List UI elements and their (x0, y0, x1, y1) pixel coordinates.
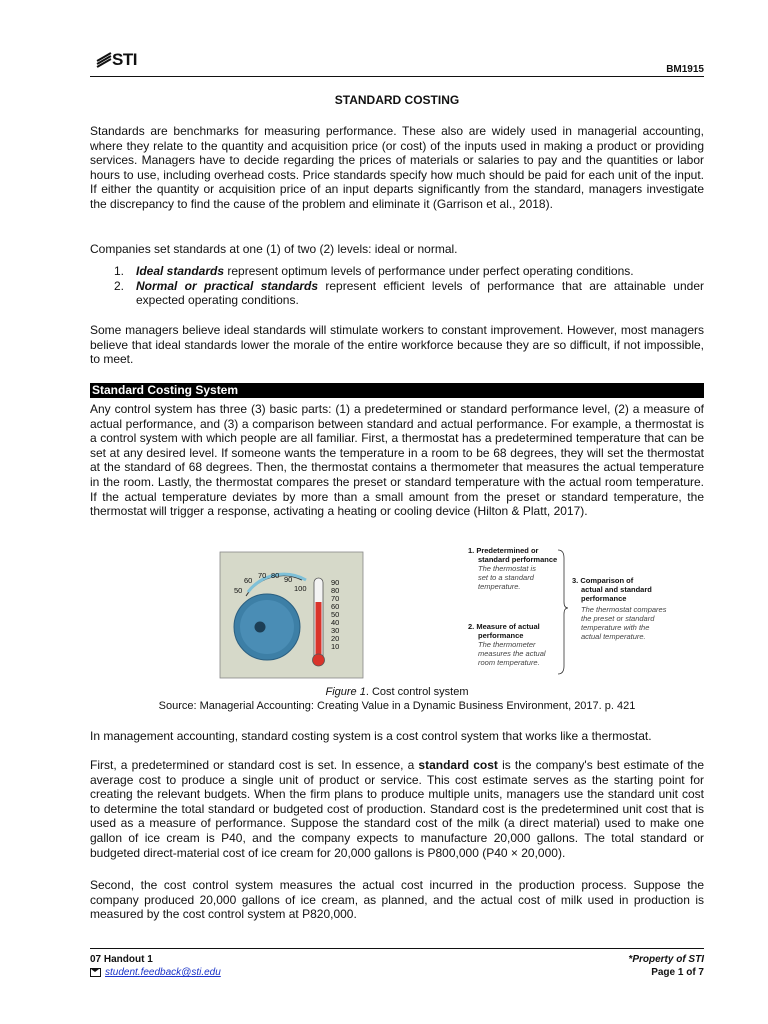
sti-logo (96, 50, 137, 70)
page-footer (90, 948, 704, 978)
svg-text:temperature.: temperature. (478, 582, 521, 591)
svg-text:20: 20 (331, 634, 340, 643)
figure-caption-label: Figure 1 (325, 686, 366, 698)
feedback-email-link[interactable]: student.feedback@sti.edu (105, 967, 221, 978)
thermostat-diagram (220, 544, 667, 678)
page-header (90, 48, 704, 77)
figure-source: Source: Managerial Accounting: Creating Value in a Dynamic Business Environment, 2017. p. 421 (158, 699, 636, 712)
page-number: Page 1 of 7 (651, 967, 704, 978)
document-page (90, 0, 704, 1024)
figure-caption-text: . Cost control system (365, 686, 469, 698)
svg-text:1. Predetermined or: 1. Predetermined or (468, 546, 539, 555)
document-code: BM1915 (666, 64, 704, 75)
dial-tick-label: 60 (244, 576, 253, 585)
term-standard-cost: standard cost (418, 758, 498, 772)
svg-text:standard performance: standard performance (478, 555, 558, 564)
dial-tick-label: 90 (284, 575, 293, 584)
thermostat-figure (220, 544, 667, 678)
svg-text:The thermometer: The thermometer (478, 640, 536, 649)
list-item: 2. Normal or practical standards represent efficient levels of performance that are attainable under expected operating conditions. (114, 278, 704, 308)
comparison-bracket (558, 550, 568, 674)
dial-tick-label: 100 (294, 584, 307, 593)
svg-text:30: 30 (331, 626, 340, 635)
dial-tick-label: 80 (271, 571, 280, 580)
dial-tick-label: 70 (258, 571, 267, 580)
paragraph-managers-belief: Some managers believe ideal standards will stimulate workers to constant improvement. However, most managers believe that ideal standards lower the morale of the entire workforce because they are so difficult, if not impossible, to meet. (90, 323, 704, 367)
svg-text:50: 50 (331, 610, 340, 619)
dial-tick-label: 50 (234, 586, 243, 595)
thermometer-mercury (316, 602, 322, 658)
envelope-icon (90, 968, 101, 977)
svg-text:actual and standard: actual and standard (581, 585, 652, 594)
thermometer-bulb (313, 654, 325, 666)
paragraph-control-system: Any control system has three (3) basic parts: (1) a predetermined or standard performance level, (2) a measure of actual performance, and (3) a comparison between standard and actual performance. For example, a thermostat is a control system with which people are all familiar. First, a thermostat has a predetermined temperature that can be set at any desired level. If someone wants the temperature in a room to be 68 degrees, they will set the thermostat at the standard of 68 degrees. Then, the thermostat contains a thermometer that measures the actual temperature in the room. Lastly, the thermostat compares the preset or standard temperature with the actual room temperature. If the actual temperature deviates by more than a small amount from the preset or standard temperature, the thermostat will trigger a response, activating a heating or cooling device (Hilton & Platt, 2017). (90, 402, 704, 519)
term-ideal-standards: Ideal standards (136, 264, 225, 278)
svg-text:The thermostat is: The thermostat is (478, 564, 536, 573)
svg-text:10: 10 (331, 642, 340, 651)
logo-text: STI (112, 50, 137, 69)
svg-text:performance: performance (581, 594, 627, 603)
svg-text:measures the actual: measures the actual (478, 649, 546, 658)
standards-levels-list (90, 264, 704, 308)
paragraph-management-accounting: In management accounting, standard costing system is a cost control system that works like a thermostat. (90, 729, 652, 743)
figure-caption (90, 686, 704, 713)
paragraph-standards-intro: Standards are benchmarks for measuring performance. These also are widely used in managerial accounting, where they relate to the quantity and acquisition price (or cost) of the inputs used in making a product or providing services. Managers have to decide regarding the prices of materials or salaries to pay and the quantities or labor hours to use, including overhead costs. Price standards specify how much should be paid for each unit of the input. If either the quantity or acquisition price of an input departs significantly from the standard, managers investigate the discrepancy to find the cause of the problem and eliminate it (Garrison et al., 2018). (90, 124, 704, 211)
svg-text:the preset or standard: the preset or standard (581, 614, 655, 623)
svg-text:2. Measure of actual: 2. Measure of actual (468, 622, 540, 631)
dial-knob (255, 622, 266, 633)
svg-text:performance: performance (478, 631, 524, 640)
property-notice: *Property of STI (628, 954, 704, 965)
label-predetermined-standard (468, 546, 557, 591)
list-item: 1. Ideal standards represent optimum levels of performance under perfect operating conditions. (114, 264, 634, 278)
svg-text:actual temperature.: actual temperature. (581, 632, 646, 641)
section-heading: Standard Costing System (90, 383, 704, 398)
svg-text:80: 80 (331, 586, 340, 595)
svg-text:set to a standard: set to a standard (478, 573, 534, 582)
term-normal-standards: Normal or practical standards (136, 278, 319, 293)
thermometer-scale (331, 578, 339, 651)
svg-text:The thermostat compares: The thermostat compares (581, 605, 667, 614)
paragraph-actual-cost: Second, the cost control system measures the actual cost incurred in the production process. Suppose the company produced 20,000 gallons of ice cream, as planned, and the actual cost of milk used in production is measured by the cost control system at P820,000. (90, 878, 704, 922)
svg-text:70: 70 (331, 594, 340, 603)
svg-text:room temperature.: room temperature. (478, 658, 540, 667)
svg-text:3. Comparison of: 3. Comparison of (572, 576, 634, 585)
page-title: STANDARD COSTING (334, 93, 460, 107)
logo-mark-icon (96, 53, 110, 67)
svg-text:60: 60 (331, 602, 340, 611)
svg-text:90: 90 (331, 578, 340, 587)
svg-text:40: 40 (331, 618, 340, 627)
svg-text:temperature with the: temperature with the (581, 623, 650, 632)
label-comparison (572, 576, 667, 641)
label-actual-measure (468, 622, 546, 667)
paragraph-levels-intro: Companies set standards at one (1) of two (2) levels: ideal or normal. (90, 242, 458, 256)
paragraph-standard-cost: First, a predetermined or standard cost is set. In essence, a standard cost is the company's best estimate of the average cost to produce a single unit of product or service. This cost estimate serves as the starting point for creating the relevant budgets. When the firm plans to produce multiple units, managers use the standard unit cost to determine the total standard or budgeted cost of production. Standard cost is the predetermined unit cost that is used as a measure of performance. Suppose the standard cost of the milk (a direct material) used to make one gallon of ice cream is P40, and the company expects to manufacture 20,000 gallons. The total standard or budgeted direct-material cost of ice cream for 20,000 gallons is P800,000 (P40 × 20,000). (90, 758, 704, 860)
dial-inner (240, 600, 294, 654)
handout-label: 07 Handout 1 (90, 954, 153, 965)
